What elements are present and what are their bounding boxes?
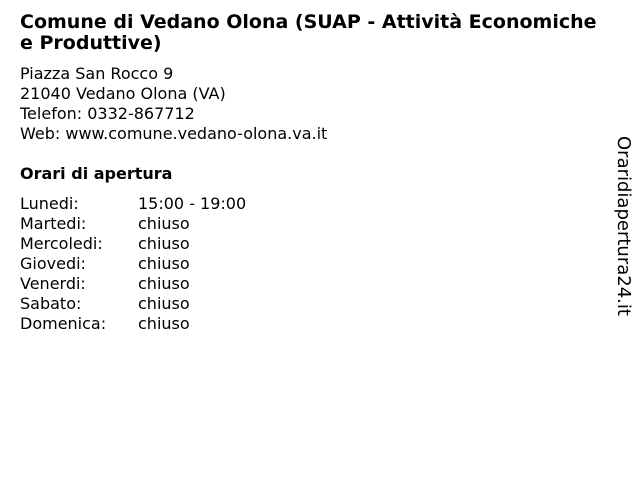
hours-day: Martedi: xyxy=(20,214,87,233)
hours-time: chiuso xyxy=(138,254,190,273)
hours-day: Sabato: xyxy=(20,294,82,313)
phone-number: Telefon: 0332-867712 xyxy=(20,104,195,123)
hours-row xyxy=(20,294,420,314)
address-street: Piazza San Rocco 9 xyxy=(20,64,174,83)
hours-day: Domenica: xyxy=(20,314,107,333)
address-block xyxy=(20,64,580,144)
hours-time: chiuso xyxy=(138,214,190,233)
hours-day: Lunedi: xyxy=(20,194,79,213)
hours-time: chiuso xyxy=(138,234,190,253)
site-watermark: Oraridiapertura24.it xyxy=(613,136,634,316)
opening-hours-table xyxy=(20,194,420,334)
hours-row xyxy=(20,194,420,214)
hours-row xyxy=(20,254,420,274)
opening-hours-heading: Orari di apertura xyxy=(20,164,173,183)
website-link: Web: www.comune.vedano-olona.va.it xyxy=(20,124,328,143)
page-title: Comune di Vedano Olona (SUAP - Attività Economiche e Produttive) xyxy=(20,11,597,54)
hours-day: Venerdi: xyxy=(20,274,86,293)
hours-row xyxy=(20,214,420,234)
hours-day: Mercoledi: xyxy=(20,234,103,253)
hours-time: chiuso xyxy=(138,314,190,333)
hours-time: chiuso xyxy=(138,274,190,293)
hours-row xyxy=(20,234,420,254)
address-city: 21040 Vedano Olona (VA) xyxy=(20,84,226,103)
hours-time: chiuso xyxy=(138,294,190,313)
hours-time: 15:00 - 19:00 xyxy=(138,194,247,213)
hours-day: Giovedi: xyxy=(20,254,86,273)
hours-row xyxy=(20,274,420,294)
hours-row xyxy=(20,314,420,334)
